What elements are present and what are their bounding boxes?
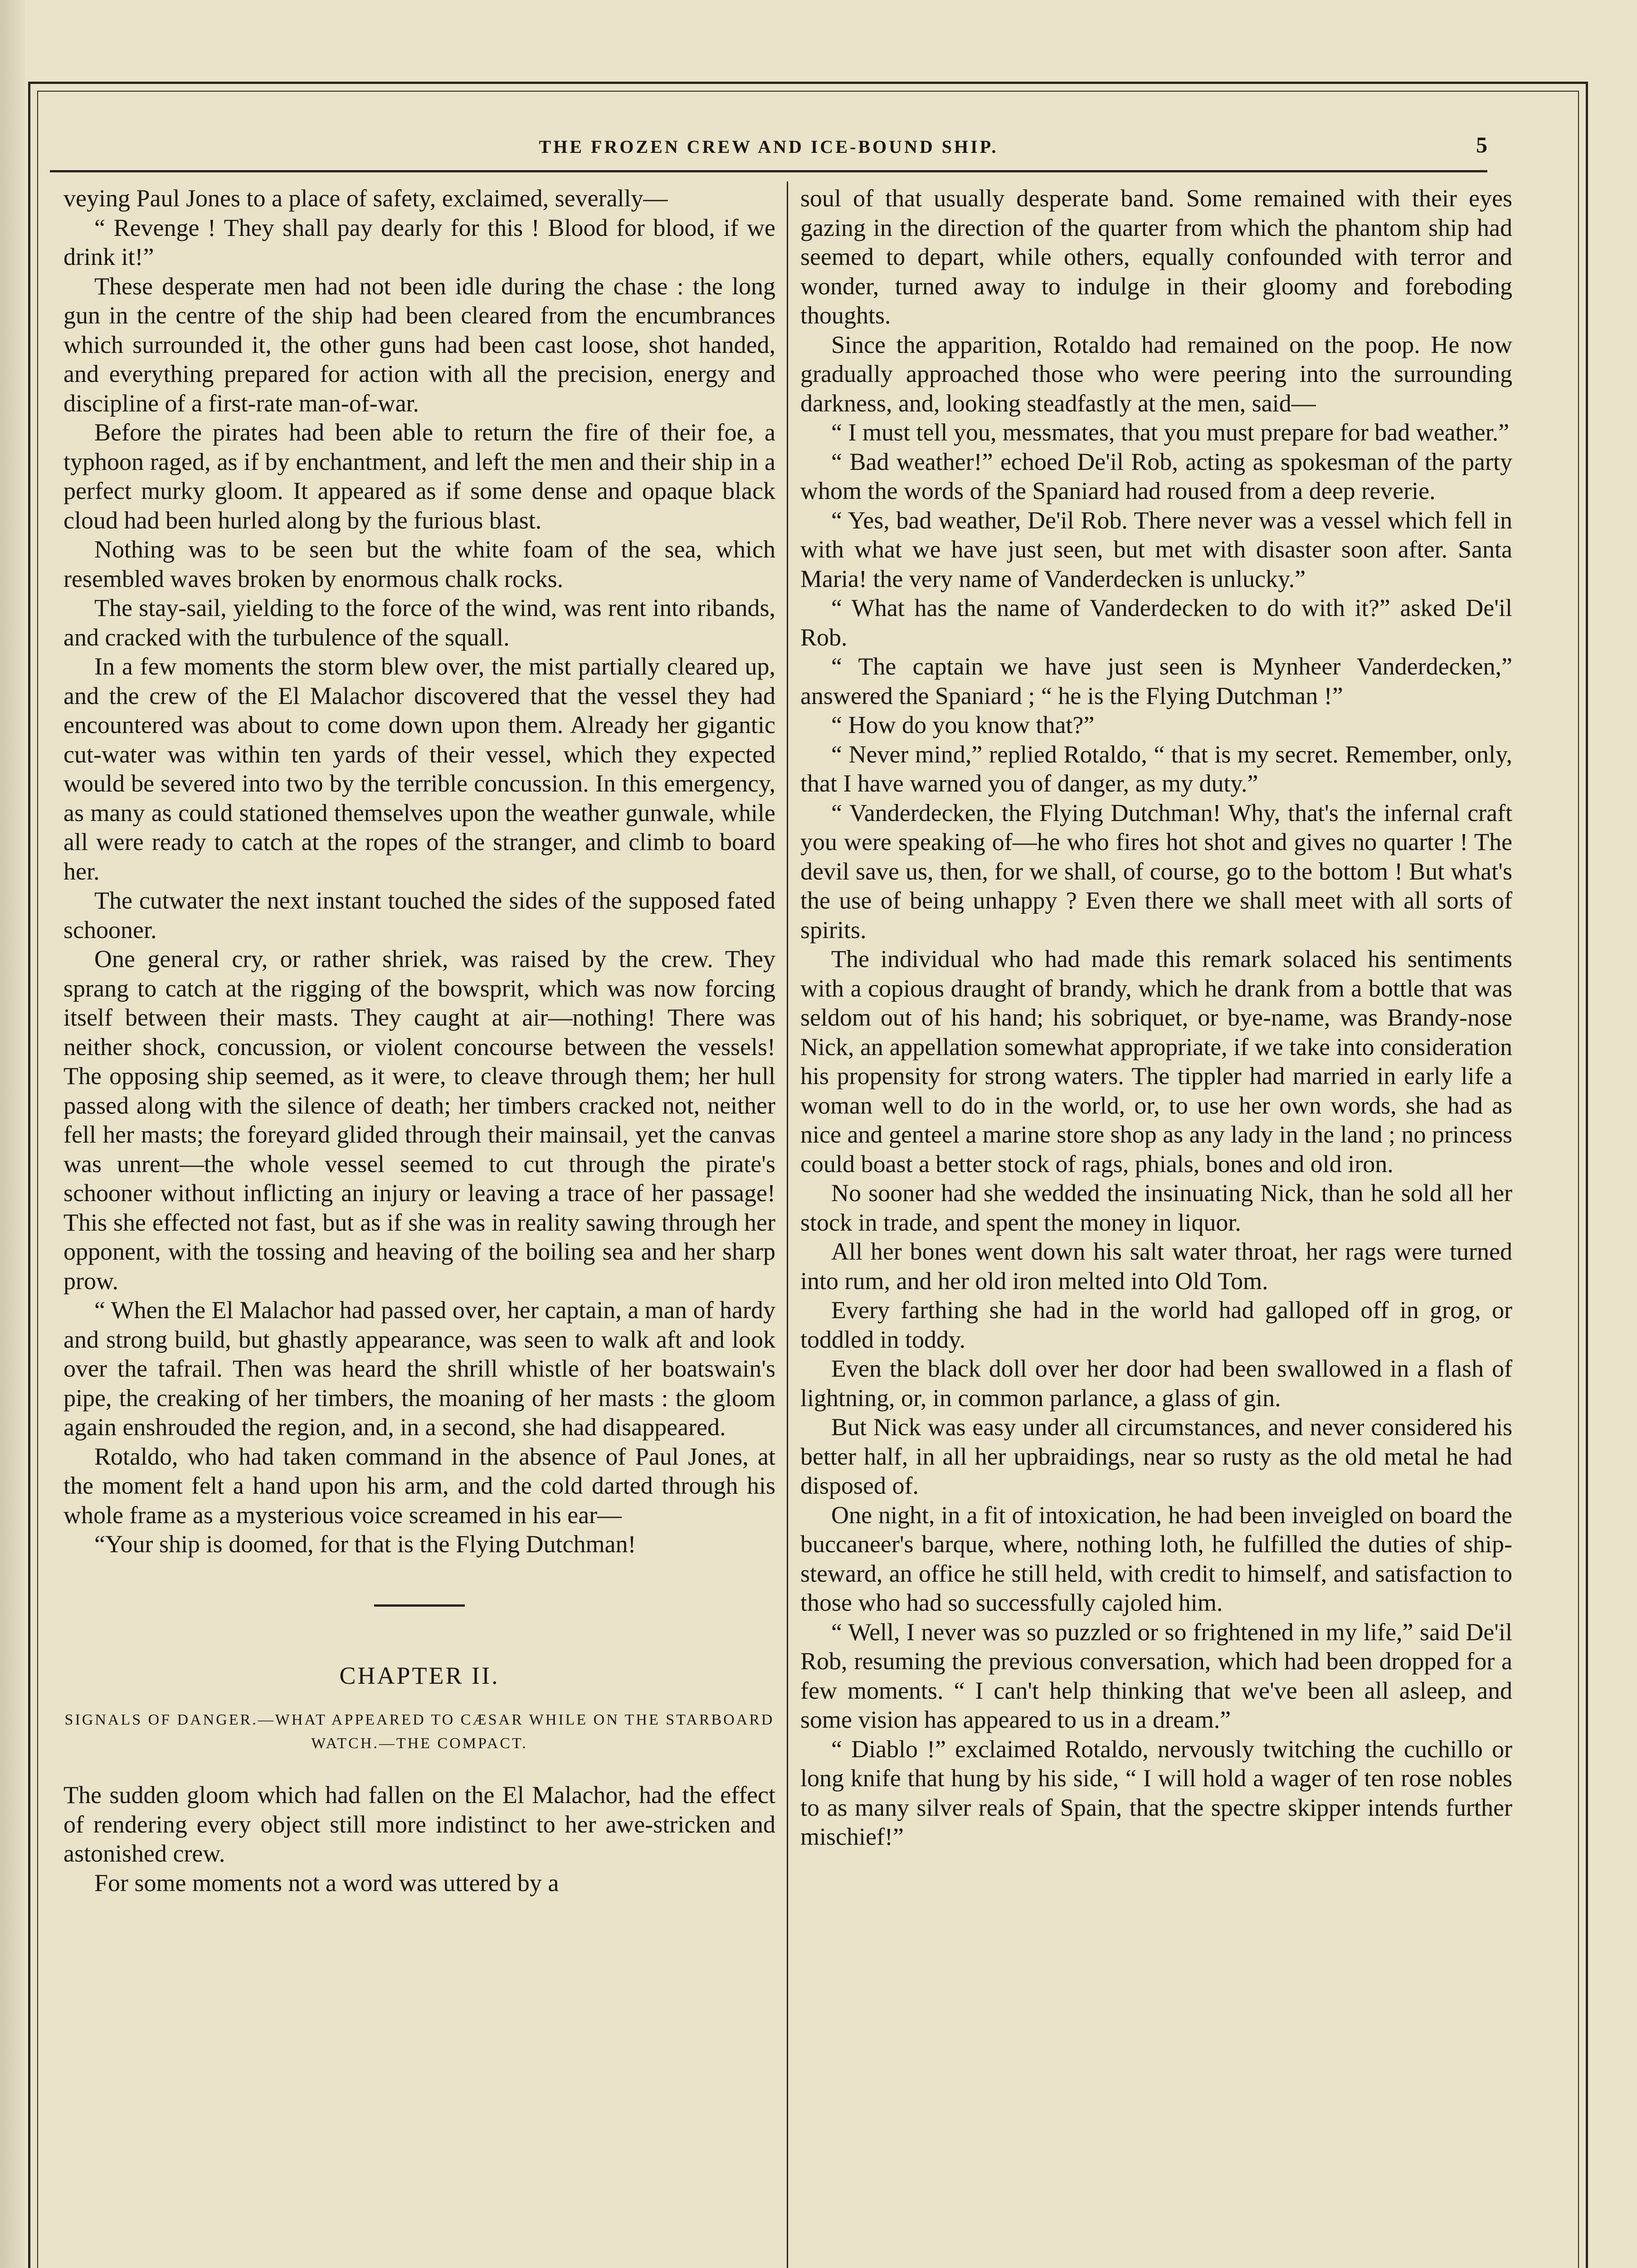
paragraph: “ How do you know that?”	[831, 711, 1095, 738]
paragraph: Rotaldo, who had taken command in the absence of Paul Jones, at the moment felt a hand upon his arm, and the cold darted through his whole frame as a mysterious voice screamed in his ear—	[63, 1442, 775, 1529]
paragraph: No sooner had she wedded the insinuating Nick, than he sold all her stock in trade, and spent the money in liquor.	[800, 1179, 1512, 1236]
paragraph: “ The captain we have just seen is Mynheer Vanderdecken,” answered the Spaniard ; “ he is the Flying Dutchman !”	[800, 653, 1512, 709]
paragraph: veying Paul Jones to a place of safety, exclaimed, severally—	[63, 185, 668, 212]
paragraph: The sudden gloom which had fallen on the El Malachor, had the effect of rendering every object still more indistinct to her awe-stricken and astonished crew.	[63, 1781, 775, 1867]
paragraph: All her bones went down his salt water throat, her rags were turned into rum, and her old iron melted into Old Tom.	[800, 1238, 1512, 1295]
paragraph: These desperate men had not been idle during the chase : the long gun in the centre of the ship had been cleared from the encumbrances which surrounded it, the other guns had been cast loose, shot handed, and everything prepared for action with all the precision, energy and discipline of a first-rate man-of-war.	[63, 272, 775, 417]
header-rule	[50, 170, 1487, 172]
page-header	[50, 132, 1487, 172]
paragraph: Nothing was to be seen but the white foam of the sea, which resembled waves broken by enormous chalk rocks.	[63, 536, 775, 592]
paragraph: Since the apparition, Rotaldo had remained on the poop. He now gradually approached those who were peering into the surrounding darkness, and, looking steadfastly at the men, said—	[800, 331, 1512, 417]
paragraph: The cutwater the next instant touched the sides of the supposed fated schooner.	[63, 887, 775, 943]
paragraph: The stay-sail, yielding to the force of the wind, was rent into ribands, and cracked with the turbulence of the squall.	[63, 594, 775, 651]
left-column	[63, 184, 775, 2268]
chapter-summary: SIGNALS OF DANGER.—WHAT APPEARED TO CÆSAR WHILE ON THE STARBOARD WATCH.—THE COMPACT.	[64, 1711, 775, 1752]
paragraph: For some moments not a word was uttered by a	[94, 1869, 559, 1897]
paragraph: “ Well, I never was so puzzled or so frightened in my life,” said De'il Rob, resuming the previous conversation, which had been dropped for a few moments. “ I can't help thinking that we've been all asleep, and some vision has appeared to us in a dream.”	[800, 1618, 1512, 1733]
column-divider	[787, 181, 788, 2268]
paragraph: The individual who had made this remark solaced his sentiments with a copious draught of brandy, which he drank from a bottle that was seldom out of his hand; his sobriquet, or bye-name, was Brandy-nose Nick, an appellation somewhat appropriate, if we take into consideration his propensity for strong waters. The tippler had married in early life a woman well to do in the world, or, to use her own words, she had as nice and genteel a marine store shop as any lady in the land ; no princess could boast a better stock of rags, phials, bones and old iron.	[800, 945, 1512, 1178]
paragraph: “ Never mind,” replied Rotaldo, “ that is my secret. Remember, only, that I have warned you of danger, as my duty.”	[800, 740, 1512, 797]
paragraph: “ What has the name of Vanderdecken to do with it?” asked De'il Rob.	[800, 594, 1512, 651]
right-column	[800, 184, 1512, 2268]
paragraph: “Your ship is doomed, for that is the Flying Dutchman!	[94, 1530, 636, 1558]
left-column-text-before-chapter	[63, 184, 775, 1559]
paragraph: “ Bad weather!” echoed De'il Rob, acting as spokesman of the party whom the words of the Spaniard had roused from a deep reverie.	[800, 448, 1512, 504]
running-head: THE FROZEN CREW AND ICE-BOUND SHIP.	[539, 137, 999, 157]
left-column-text-after-chapter	[63, 1780, 775, 1897]
paragraph: “ Diablo !” exclaimed Rotaldo, nervously twitching the cuchillo or long knife that hung by his side, “ I will hold a wager of ten rose nobles to as many silver reals of Spain, that the spectre skipper intends further mischief!”	[800, 1735, 1512, 1850]
paragraph: Even the black doll over her door had been swallowed in a flash of lightning, or, in common parlance, a glass of gin.	[800, 1355, 1512, 1412]
paragraph: “ Yes, bad weather, De'il Rob. There never was a vessel which fell in with what we have just seen, but met with disaster soon after. Santa Maria! the very name of Vanderdecken is unlucky.”	[800, 506, 1512, 592]
chapter-separator-rule	[374, 1604, 465, 1607]
paragraph: One general cry, or rather shriek, was raised by the crew. They sprang to catch at the rigging of the bowsprit, which was now forcing itself between their masts. They caught at air—nothing! There was neither shock, concussion, or violent concourse between the vessels! The opposing ship seemed, as it were, to cleave through them; her hull passed along with the silence of death; her timbers cracked not, neither fell her masts; the foreyard glided through their mainsail, yet the canvas was unrent—the whole vessel seemed to cut through the pirate's schooner without inflicting an injury or leaving a trace of her passage! This she effected not fast, but as if she was in reality sawing through her opponent, with the tossing and heaving of the boiling sea and her sharp prow.	[63, 945, 775, 1295]
paragraph: Before the pirates had been able to return the fire of their foe, a typhoon raged, as if by enchantment, and left the men and their ship in a perfect murky gloom. It appeared as if some dense and opaque black cloud had been hurled along by the furious blast.	[63, 419, 775, 534]
paragraph: “ I must tell you, messmates, that you must prepare for bad weather.”	[831, 419, 1510, 446]
chapter-title: CHAPTER II.	[339, 1662, 500, 1689]
paragraph: “ Revenge ! They shall pay dearly for this ! Blood for blood, if we drink it!”	[63, 214, 775, 270]
paragraph: One night, in a fit of intoxication, he had been inveigled on board the buccaneer's barque, where, nothing loth, he fulfilled the duties of ship-steward, an office he still held, with credit to himself, and satisfaction to those who had so successfully cajoled him.	[800, 1501, 1512, 1616]
paragraph: But Nick was easy under all circumstances, and never considered his better half, in all her upbraidings, near so rusty as the old metal he had disposed of.	[800, 1413, 1512, 1499]
paragraph: soul of that usually desperate band. Some remained with their eyes gazing in the direction of the quarter from which the phantom ship had seemed to depart, while others, equally confounded with terror and wonder, turned away to indulge in their gloomy and foreboding thoughts.	[800, 185, 1512, 329]
paragraph: In a few moments the storm blew over, the mist partially cleared up, and the crew of the El Malachor discovered that the vessel they had encountered was about to come down upon them. Already her gigantic cut-water was within ten yards of their vessel, which they expected would be severed into two by the terrible concussion. In this emergency, as many as could stationed themselves upon the weather gunwale, while all were ready to catch at the ropes of the stranger, and climb to board her.	[63, 653, 775, 885]
chapter-heading-block	[63, 1604, 775, 1756]
paragraph: “ Vanderdecken, the Flying Dutchman! Why, that's the infernal craft you were speaking of—he who fires hot shot and gives no quarter ! The devil save us, then, for we shall, of course, go to the bottom ! But what's the use of being unhappy ? Even there we shall meet with all sorts of spirits.	[800, 799, 1512, 943]
page-number: 5	[1476, 132, 1487, 157]
paragraph: Every farthing she had in the world had galloped off in grog, or toddled in toddy.	[800, 1296, 1512, 1353]
page-edge-shadow	[0, 0, 25, 2268]
paragraph: “ When the El Malachor had passed over, her captain, a man of hardy and strong build, but ghastly appearance, was seen to walk aft and look over the tafrail. Then was heard the shrill whistle of her boatswain's pipe, the creaking of her timbers, the moaning of her masts : the gloom again enshrouded the region, and, in a second, she had disappeared.	[63, 1296, 775, 1441]
